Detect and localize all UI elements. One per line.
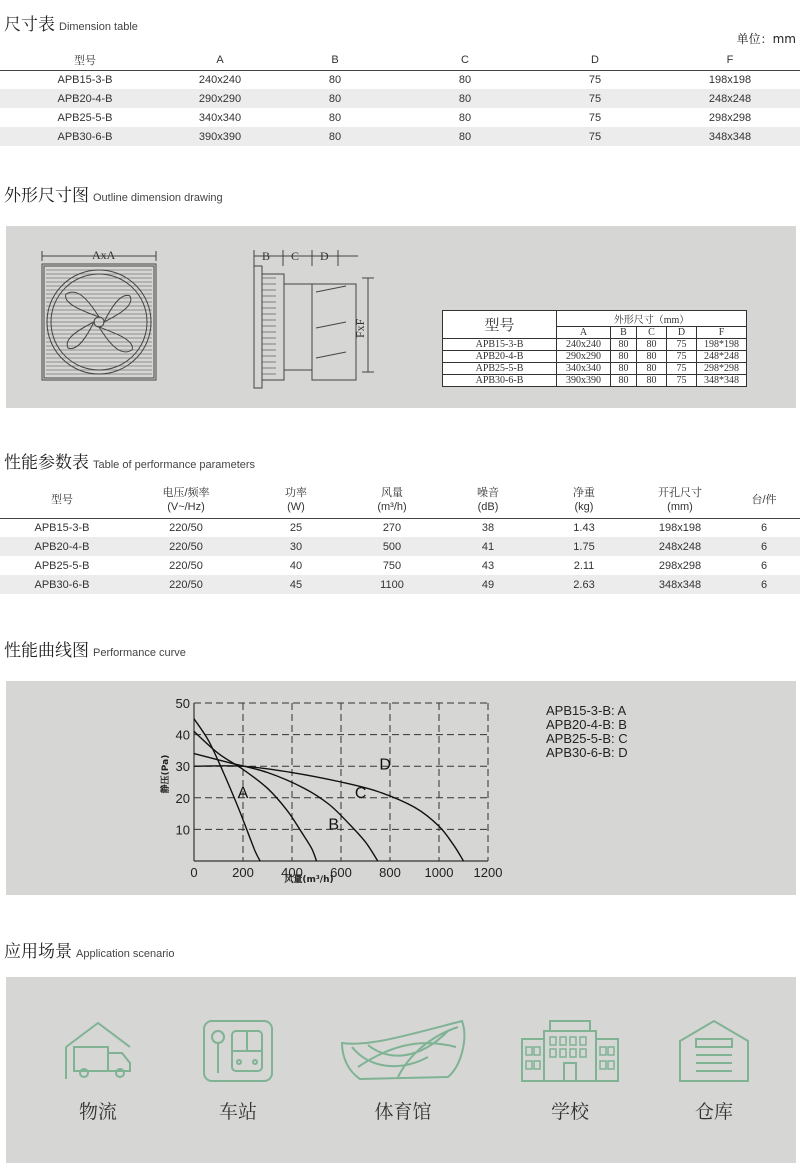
table-cell: 2.63 [536,575,632,594]
table-cell: APB30-6-B [443,375,557,387]
scene-label-station: 车站 [218,1101,257,1123]
table-cell: 348*348 [697,375,747,387]
curve-label-a: A [237,784,249,802]
window-shape [608,1047,614,1055]
table-cell: APB30-6-B [0,127,170,146]
table-cell: 80 [458,73,472,86]
table-row [0,556,800,575]
table-cell: 80 [611,351,637,363]
y-tick-label: 30 [175,759,190,775]
front-dim-label: AxA [92,248,116,262]
table-cell: 298x298 [708,111,752,124]
y-tick-label: 40 [175,727,190,743]
table-cell: 248x248 [660,89,800,108]
warehouse-icon [674,1017,754,1085]
outline-header-c: C [637,327,667,339]
table-cell: 80 [400,127,530,146]
table-cell: 80 [400,89,530,108]
table-cell: APB25-5-B [34,559,90,572]
window-shape [580,1037,586,1045]
outline-title [4,181,223,206]
station-bus-icon [198,1017,278,1085]
table-cell: 75 [588,73,602,86]
y-axis-label: 静压(Pa) [161,754,171,794]
table-row [443,351,747,363]
outline-header-f: F [697,327,747,339]
table-cell: 75 [530,89,660,108]
outline-header-d: D [667,327,697,339]
table-cell: 248*248 [697,351,747,363]
table-cell: 390x390 [170,127,270,146]
table-row [443,363,747,375]
scene-label-logistics: 物流 [78,1101,117,1123]
table-cell: APB15-3-B [34,521,90,534]
table-cell: 220/50 [124,575,248,594]
table-cell: 198x198 [658,521,702,534]
table-cell: 43 [481,559,495,572]
x-tick-label: 1000 [424,865,454,880]
table-cell: 298x298 [658,559,702,572]
table-cell: 80 [637,363,667,375]
table-cell: APB15-3-B [57,73,113,86]
table-cell: 80 [270,89,400,108]
table-cell: 80 [637,351,667,363]
unit-label: 单位：mm [736,32,796,46]
table-cell: 38 [481,521,495,534]
window-shape [526,1047,532,1055]
table-cell: 240x240 [198,73,242,86]
side-dim-c: C [291,249,300,263]
curve-label-d: D [379,756,391,774]
table-cell: APB30-6-B [0,575,124,594]
window-shape [608,1061,614,1069]
outline-header-group: 外形尺寸（mm） [557,311,747,327]
table-cell: 75 [667,375,697,387]
front-view [42,251,156,380]
outline-header-model: 型号 [443,311,557,339]
table-cell: 6 [728,575,800,594]
table-row [0,108,800,127]
outline-spec-table [442,310,747,387]
table-cell: 80 [611,339,637,351]
table-row [443,339,747,351]
curve-title [4,636,186,661]
table-cell: APB25-5-B [443,363,557,375]
scene-station [168,1017,308,1124]
table-cell: 220/50 [169,521,203,534]
application-title-en: Application scenario [76,948,175,960]
scene-label-school: 学校 [550,1101,589,1123]
perf-header-cutout: 开孔尺寸 (mm) [632,482,728,518]
dim-header-f: F [660,50,800,70]
table-cell: 1.75 [536,537,632,556]
window-shape [550,1049,556,1057]
scene-label-warehouse: 仓库 [694,1101,733,1123]
outline-drawing [6,226,406,408]
window-shape [570,1049,576,1057]
table-cell: 75 [667,339,697,351]
table-cell: 1.43 [573,521,595,534]
table-cell: 1100 [344,575,440,594]
table-cell: 220/50 [124,537,248,556]
table-cell: 49 [440,575,536,594]
curve-title-cn: 性能曲线图 [4,641,89,661]
side-dim-f: FxF [353,318,367,338]
table-cell: 40 [289,559,303,572]
table-cell: 75 [530,127,660,146]
perf-header-model: 型号 [0,482,124,518]
legend-item-d: APB30-6-B: D [546,745,628,760]
outline-panel [6,226,796,408]
table-cell: 298*298 [697,363,747,375]
side-dim-b: B [262,249,271,263]
table-cell: 348x348 [632,575,728,594]
table-cell: 240x240 [557,339,611,351]
table-cell: 220/50 [169,559,203,572]
curve-title-en: Performance curve [93,647,186,659]
window-shape [526,1061,532,1069]
dim-header-model: 型号 [0,50,170,70]
table-cell: 6 [760,521,768,534]
series-line-d [194,766,464,861]
table-cell: 80 [328,111,342,124]
scene-logistics [28,1017,168,1124]
curve-label-c: C [354,784,367,802]
x-tick-label: 800 [379,865,401,880]
application-title-cn: 应用场景 [4,942,72,962]
table-cell: 198x198 [708,73,752,86]
perf-header-power: 功率 (W) [248,482,344,518]
table-cell: 75 [667,363,697,375]
curve-label-b: B [328,816,339,834]
table-cell: 248x248 [632,537,728,556]
dimension-title [4,10,138,35]
window-shape [560,1037,566,1045]
table-cell: 6 [728,537,800,556]
table-row [0,70,800,89]
table-row [0,537,800,556]
window-shape [600,1061,606,1069]
window-shape [550,1037,556,1045]
window-shape [600,1047,606,1055]
x-tick-label: 0 [190,865,198,880]
table-cell: 80 [611,375,637,387]
table-cell: 270 [382,521,402,534]
table-cell: 45 [248,575,344,594]
application-panel [6,977,796,1163]
table-cell: 340x340 [557,363,611,375]
table-cell: APB15-3-B [443,339,557,351]
table-cell: 80 [637,339,667,351]
perf-header-voltage: 电压/频率 (V~/Hz) [124,482,248,518]
table-cell: 290x290 [557,351,611,363]
series-line-b [194,731,317,861]
y-tick-label: 10 [175,822,190,838]
curve-panel [6,681,796,895]
logistics-truck-icon [58,1017,138,1085]
table-cell: 41 [440,537,536,556]
table-cell: 80 [270,127,400,146]
stadium-icon [338,1017,468,1085]
scene-stadium [328,1017,478,1124]
y-tick-label: 50 [175,696,190,711]
x-tick-label: 1200 [473,865,503,880]
table-row [443,375,747,387]
outline-title-cn: 外形尺寸图 [4,186,89,206]
table-row [0,89,800,108]
table-cell: 80 [458,111,472,124]
legend-item-c: APB25-5-B: C [546,731,628,746]
table-row [0,575,800,594]
perf-header-airflow: 风量 (m³/h) [344,482,440,518]
table-cell: 75 [588,111,602,124]
table-cell: 750 [382,559,402,572]
table-cell: 348x348 [660,127,800,146]
window-shape [534,1047,540,1055]
legend-item-a: APB15-3-B: A [546,703,627,718]
scene-label-stadium: 体育馆 [374,1101,432,1123]
performance-chart [6,681,526,895]
x-tick-label: 200 [232,865,254,880]
table-cell: 30 [248,537,344,556]
table-row [0,518,800,537]
table-cell: 80 [637,375,667,387]
performance-title-cn: 性能参数表 [4,453,89,473]
scene-warehouse [644,1017,784,1124]
dim-header-a: A [170,50,270,70]
table-cell: 290x290 [170,89,270,108]
perf-header-noise: 噪音 (dB) [440,482,536,518]
performance-title-en: Table of performance parameters [93,459,256,471]
performance-title [4,448,255,473]
table-cell: 6 [760,559,768,572]
dimension-title-en: Dimension table [59,21,138,33]
window-shape [580,1049,586,1057]
table-cell: 390x390 [557,375,611,387]
table-cell: 340x340 [198,111,242,124]
x-axis-label: 风量(m³/h) [284,875,334,885]
y-tick-label: 20 [175,790,190,806]
scene-school [502,1017,638,1124]
x-tick-label: 400 [281,865,303,880]
legend-item-b: APB20-4-B: B [546,717,627,732]
dimension-title-cn: 尺寸表 [4,15,55,35]
table-cell: APB20-4-B [0,537,124,556]
application-title [4,937,174,962]
table-cell: 25 [289,521,303,534]
x-tick-label: 600 [330,865,352,880]
window-shape [534,1061,540,1069]
table-cell: 2.11 [573,559,595,572]
window-shape [570,1037,576,1045]
table-cell: 75 [667,351,697,363]
table-cell: APB20-4-B [443,351,557,363]
table-cell: APB25-5-B [57,111,113,124]
table-row [0,127,800,146]
outline-header-b: B [611,327,637,339]
dimension-table [0,50,800,146]
table-cell: 500 [344,537,440,556]
dim-header-d: D [530,50,660,70]
outline-title-en: Outline dimension drawing [93,192,223,204]
table-cell: 198*198 [697,339,747,351]
perf-header-qty: 台/件 [728,482,800,518]
perf-header-weight: 净重 (kg) [536,482,632,518]
table-cell: APB20-4-B [0,89,170,108]
table-cell: 80 [611,363,637,375]
outline-header-a: A [557,327,611,339]
school-building-icon [518,1017,622,1085]
window-shape [560,1049,566,1057]
table-cell: 80 [328,73,342,86]
side-dim-d: D [320,249,329,263]
dim-header-b: B [270,50,400,70]
dim-header-c: C [400,50,530,70]
performance-table [0,482,800,594]
